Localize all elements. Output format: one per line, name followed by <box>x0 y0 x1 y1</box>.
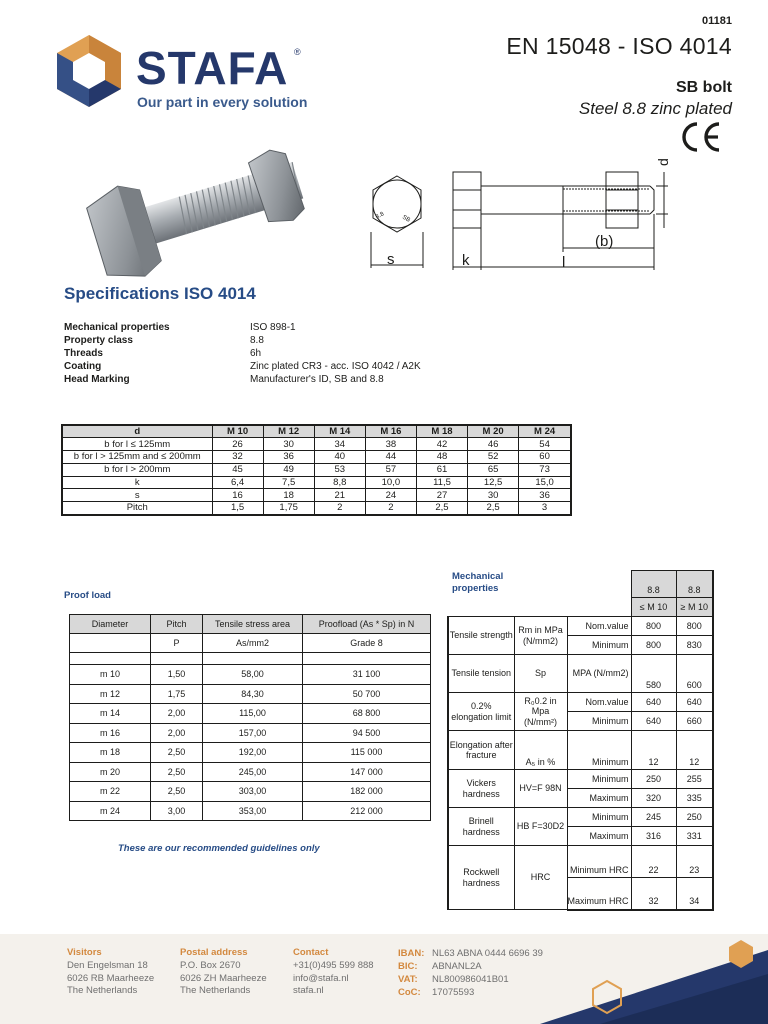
table-row <box>70 762 431 782</box>
bank-value: ABNANL2A <box>432 961 482 972</box>
table-row <box>62 463 571 476</box>
property-value: Manufacturer's ID, SB and 8.8 <box>250 374 384 386</box>
value-type: Minimum <box>567 712 631 731</box>
table-cell: 303,00 <box>203 782 303 802</box>
table-row <box>70 801 431 821</box>
table-cell: 2,5 <box>468 502 519 515</box>
footer-line: The Netherlands <box>180 985 251 997</box>
table-header-cell: Diameter <box>70 615 151 634</box>
table-cell: 36 <box>519 489 571 502</box>
table-header-cell: M 24 <box>519 425 571 438</box>
property-name: Brinell hardness <box>448 808 514 846</box>
table-row <box>448 617 713 636</box>
table-row <box>448 770 713 789</box>
value-type: Minimum HRC <box>567 846 631 878</box>
table-cell: 2,50 <box>151 762 203 782</box>
table-cell: 800 <box>631 617 676 636</box>
footer-line: The Netherlands <box>67 985 138 997</box>
table-header-cell: d <box>62 425 212 438</box>
value-type: Minimum <box>567 636 631 655</box>
table-cell: 30 <box>263 438 314 451</box>
table-cell: 15,0 <box>519 476 571 489</box>
table-header-cell: M 18 <box>416 425 467 438</box>
table-cell: 2,00 <box>151 704 203 724</box>
table-row <box>62 502 571 515</box>
table-subheader-cell: P <box>151 634 203 653</box>
table-cell: 640 <box>631 712 676 731</box>
table-cell: 31 100 <box>303 665 431 685</box>
table-cell: 11,5 <box>416 476 467 489</box>
table-cell: 10,0 <box>365 476 416 489</box>
property-name: 0.2% elongation limit <box>448 693 514 731</box>
table-cell: 42 <box>416 438 467 451</box>
proof-load-title: Proof load <box>64 590 111 601</box>
table-cell: 250 <box>676 808 713 827</box>
bank-value: NL800986041B01 <box>432 974 509 985</box>
table-cell: 68 800 <box>303 704 431 724</box>
table-cell: 34 <box>676 878 713 910</box>
table-cell: 53 <box>314 463 365 476</box>
table-header-row <box>448 598 713 617</box>
table-cell: 8,8 <box>314 476 365 489</box>
table-cell: m 12 <box>70 684 151 704</box>
table-cell: 32 <box>212 451 263 464</box>
table-header-row <box>62 425 571 438</box>
table-header-cell: M 10 <box>212 425 263 438</box>
table-cell: 2 <box>365 502 416 515</box>
table-cell: 2,00 <box>151 723 203 743</box>
property-name: Vickers hardness <box>448 770 514 808</box>
table-cell: 335 <box>676 789 713 808</box>
table-cell: 7,5 <box>263 476 314 489</box>
row-label: s <box>62 489 212 502</box>
table-subheader-cell <box>70 634 151 653</box>
table-cell: 23 <box>676 846 713 878</box>
dimensions-table <box>61 424 572 516</box>
property-key: Mechanical properties <box>64 322 170 333</box>
table-cell: m 10 <box>70 665 151 685</box>
table-cell: 30 <box>468 489 519 502</box>
table-row <box>448 846 713 878</box>
property-value: Zinc plated CR3 - acc. ISO 4042 / A2K <box>250 361 421 373</box>
table-cell: 22 <box>631 846 676 878</box>
table-cell: 1,75 <box>263 502 314 515</box>
table-cell: 12,5 <box>468 476 519 489</box>
property-name: Rockwell hardness <box>448 846 514 910</box>
property-unit: HB F=30D2 <box>514 808 567 846</box>
product-material: Steel 8.8 zinc plated <box>578 99 732 118</box>
drawing-head-mark-grade: 8.8 <box>375 211 386 221</box>
row-label: k <box>62 476 212 489</box>
property-row <box>64 321 421 334</box>
table-row <box>70 684 431 704</box>
table-row <box>70 665 431 685</box>
table-cell: 320 <box>631 789 676 808</box>
table-cell: 36 <box>263 451 314 464</box>
table-subheader-cell: Grade 8 <box>303 634 431 653</box>
property-key: Property class <box>64 335 133 347</box>
table-row <box>448 655 713 693</box>
table-cell: 73 <box>519 463 571 476</box>
registered-mark: ® <box>294 47 301 57</box>
logo-tagline: Our part in every solution <box>137 94 308 110</box>
footer-line: Den Engelsman 18 <box>67 959 148 971</box>
value-type: Minimum <box>567 808 631 827</box>
table-subheader-row <box>70 634 431 653</box>
drawing-label-d: d <box>655 158 671 166</box>
logo-wordmark: STAFA <box>136 42 289 94</box>
hexagon-logo-icon <box>54 33 124 109</box>
mechanical-title-line-1: Mechanical <box>452 571 504 582</box>
table-cell: 1,50 <box>151 665 203 685</box>
company-logo <box>54 33 314 113</box>
property-unit: HRC <box>514 846 567 910</box>
value-type: Nom.value <box>567 617 631 636</box>
table-row <box>448 693 713 712</box>
table-header-cell: Proofload (As * Sp) in N <box>303 615 431 634</box>
table-cell: 316 <box>631 827 676 846</box>
bolt-photo <box>72 140 322 280</box>
ce-mark-icon <box>679 120 723 154</box>
row-label: b for l > 125mm and ≤ 200mm <box>62 451 212 464</box>
bolt-technical-drawing <box>360 152 690 280</box>
size-range-header: ≥ M 10 <box>676 598 713 617</box>
table-cell: 12 <box>631 731 676 770</box>
table-cell: 331 <box>676 827 713 846</box>
table-header-cell: M 14 <box>314 425 365 438</box>
table-cell: 250 <box>631 770 676 789</box>
property-row <box>64 373 421 386</box>
table-cell: 115,00 <box>203 704 303 724</box>
contact-website-link[interactable]: stafa.nl <box>293 985 324 997</box>
table-spacer-row <box>70 653 431 665</box>
bank-row <box>398 986 543 999</box>
document-title: EN 15048 - ISO 4014 <box>506 33 732 59</box>
footer-postal-address <box>180 947 267 998</box>
table-cell: 3 <box>519 502 571 515</box>
table-row <box>62 438 571 451</box>
table-cell: 157,00 <box>203 723 303 743</box>
footer-visitors <box>67 947 154 998</box>
property-value: 8.8 <box>250 335 264 347</box>
value-type: MPA (N/mm2) <box>567 655 631 693</box>
table-cell: 24 <box>365 489 416 502</box>
table-cell: m 18 <box>70 743 151 763</box>
table-cell: 57 <box>365 463 416 476</box>
footer-heading: Contact <box>293 947 329 958</box>
property-value: 6h <box>250 348 262 360</box>
table-cell: 58,00 <box>203 665 303 685</box>
table-row <box>70 704 431 724</box>
table-cell: 255 <box>676 770 713 789</box>
table-cell: 84,30 <box>203 684 303 704</box>
table-cell: 600 <box>676 655 713 693</box>
row-label: b for l > 200mm <box>62 463 212 476</box>
product-name: SB bolt <box>676 79 732 96</box>
property-key: Threads <box>64 348 103 360</box>
table-row <box>70 782 431 802</box>
row-label: Pitch <box>62 502 212 515</box>
table-cell: 192,00 <box>203 743 303 763</box>
footer-bank-details <box>398 947 543 999</box>
table-cell: 61 <box>416 463 467 476</box>
table-cell: 660 <box>676 712 713 731</box>
footer-line: 6026 ZH Maarheeze <box>180 972 267 984</box>
table-cell: m 16 <box>70 723 151 743</box>
property-list <box>64 321 421 386</box>
table-cell: 16 <box>212 489 263 502</box>
table-cell: 830 <box>676 636 713 655</box>
table-cell: 115 000 <box>303 743 431 763</box>
table-cell: 2 <box>314 502 365 515</box>
table-row <box>62 476 571 489</box>
guidelines-note: These are our recommended guidelines only <box>118 843 320 854</box>
table-cell: 65 <box>468 463 519 476</box>
property-key: Head Marking <box>64 374 130 386</box>
property-name: Tensile tension <box>448 655 514 693</box>
table-cell: 245,00 <box>203 762 303 782</box>
table-cell: 34 <box>314 438 365 451</box>
grade-header: 8.8 <box>631 571 676 598</box>
table-cell: 212 000 <box>303 801 431 821</box>
value-type: Nom.value <box>567 693 631 712</box>
property-row <box>64 347 421 360</box>
proof-load-table <box>69 614 431 821</box>
value-type: Maximum <box>567 827 631 846</box>
contact-phone: +31(0)495 599 888 <box>293 959 374 971</box>
property-row <box>64 360 421 373</box>
property-unit: Sp <box>514 655 567 693</box>
table-row <box>448 731 713 770</box>
table-cell: 3,00 <box>151 801 203 821</box>
property-row <box>64 334 421 347</box>
table-cell: 2,5 <box>416 502 467 515</box>
table-cell: 182 000 <box>303 782 431 802</box>
table-cell: 1,5 <box>212 502 263 515</box>
table-row <box>70 723 431 743</box>
grade-header: 8.8 <box>676 571 713 598</box>
drawing-label-s: s <box>387 251 395 268</box>
table-cell: 26 <box>212 438 263 451</box>
table-header-row <box>70 615 431 634</box>
table-cell: 49 <box>263 463 314 476</box>
drawing-label-b: (b) <box>595 233 614 250</box>
value-type: Minimum <box>567 731 631 770</box>
table-cell: 640 <box>676 693 713 712</box>
page-footer <box>0 934 768 1024</box>
table-header-cell: M 12 <box>263 425 314 438</box>
table-header-cell: Pitch <box>151 615 203 634</box>
table-cell: 2,50 <box>151 743 203 763</box>
table-row <box>62 489 571 502</box>
table-row <box>70 743 431 763</box>
footer-contact <box>293 947 374 998</box>
size-range-header: ≤ M 10 <box>631 598 676 617</box>
table-cell: 147 000 <box>303 762 431 782</box>
table-cell: 1,75 <box>151 684 203 704</box>
table-cell: m 22 <box>70 782 151 802</box>
table-header-cell: Tensile stress area <box>203 615 303 634</box>
bank-row <box>398 973 543 986</box>
table-cell: m 24 <box>70 801 151 821</box>
table-header-row <box>448 571 713 598</box>
table-cell: 27 <box>416 489 467 502</box>
table-cell: 54 <box>519 438 571 451</box>
table-cell: 48 <box>416 451 467 464</box>
table-cell: m 20 <box>70 762 151 782</box>
property-unit: HV=F 98N <box>514 770 567 808</box>
property-unit: R₀0.2 in Mpa (N/mm²) <box>514 693 567 731</box>
property-unit: Rm in MPa (N/mm2) <box>514 617 567 655</box>
drawing-head-mark-sb: SB <box>401 214 411 224</box>
table-cell: 580 <box>631 655 676 693</box>
table-cell: 6,4 <box>212 476 263 489</box>
table-subheader-cell: As/mm2 <box>203 634 303 653</box>
footer-heading: Postal address <box>180 947 248 958</box>
table-cell: 46 <box>468 438 519 451</box>
table-cell: 800 <box>676 617 713 636</box>
table-cell: 94 500 <box>303 723 431 743</box>
table-cell: 44 <box>365 451 416 464</box>
bank-key: BIC: <box>398 961 418 972</box>
footer-line: 6026 RB Maarheeze <box>67 972 155 984</box>
bank-value: 17075593 <box>432 987 475 998</box>
contact-email-link[interactable]: info@stafa.nl <box>293 972 349 984</box>
table-cell: 60 <box>519 451 571 464</box>
bank-row <box>398 947 543 960</box>
table-cell: m 14 <box>70 704 151 724</box>
value-type: Maximum HRC <box>567 878 631 910</box>
table-header-cell: M 20 <box>468 425 519 438</box>
value-type: Maximum <box>567 789 631 808</box>
table-cell: 800 <box>631 636 676 655</box>
bank-key: CoC: <box>398 987 421 998</box>
table-header-cell: M 16 <box>365 425 416 438</box>
property-value: ISO 898-1 <box>250 322 296 333</box>
table-row <box>62 451 571 464</box>
table-cell: 18 <box>263 489 314 502</box>
row-label: b for l ≤ 125mm <box>62 438 212 451</box>
mechanical-properties-table <box>447 570 714 911</box>
table-cell: 21 <box>314 489 365 502</box>
table-cell: 52 <box>468 451 519 464</box>
property-name: Tensile strength <box>448 617 514 655</box>
document-code: 01181 <box>702 15 732 27</box>
mechanical-title-line-2: properties <box>452 582 499 594</box>
drawing-label-l: l <box>562 254 566 271</box>
property-key: Coating <box>64 361 102 373</box>
drawing-label-k: k <box>462 252 470 269</box>
table-cell: 640 <box>631 693 676 712</box>
property-name: Elongation after fracture <box>448 731 514 770</box>
bank-key: IBAN: <box>398 948 425 959</box>
bank-value: NL63 ABNA 0444 6696 39 <box>432 948 543 959</box>
table-cell: 50 700 <box>303 684 431 704</box>
specifications-heading: Specifications ISO 4014 <box>64 284 256 303</box>
table-cell: 245 <box>631 808 676 827</box>
footer-heading: Visitors <box>67 947 102 958</box>
bank-key: VAT: <box>398 974 418 985</box>
table-cell: 12 <box>676 731 713 770</box>
table-cell: 32 <box>631 878 676 910</box>
bank-row <box>398 960 543 973</box>
table-cell: 38 <box>365 438 416 451</box>
table-cell: 353,00 <box>203 801 303 821</box>
footer-line: P.O. Box 2670 <box>180 959 241 971</box>
table-cell: 40 <box>314 451 365 464</box>
table-row <box>448 808 713 827</box>
property-unit: A₅ in % <box>514 731 567 770</box>
table-cell: 2,50 <box>151 782 203 802</box>
table-cell: 45 <box>212 463 263 476</box>
value-type: Minimum <box>567 770 631 789</box>
